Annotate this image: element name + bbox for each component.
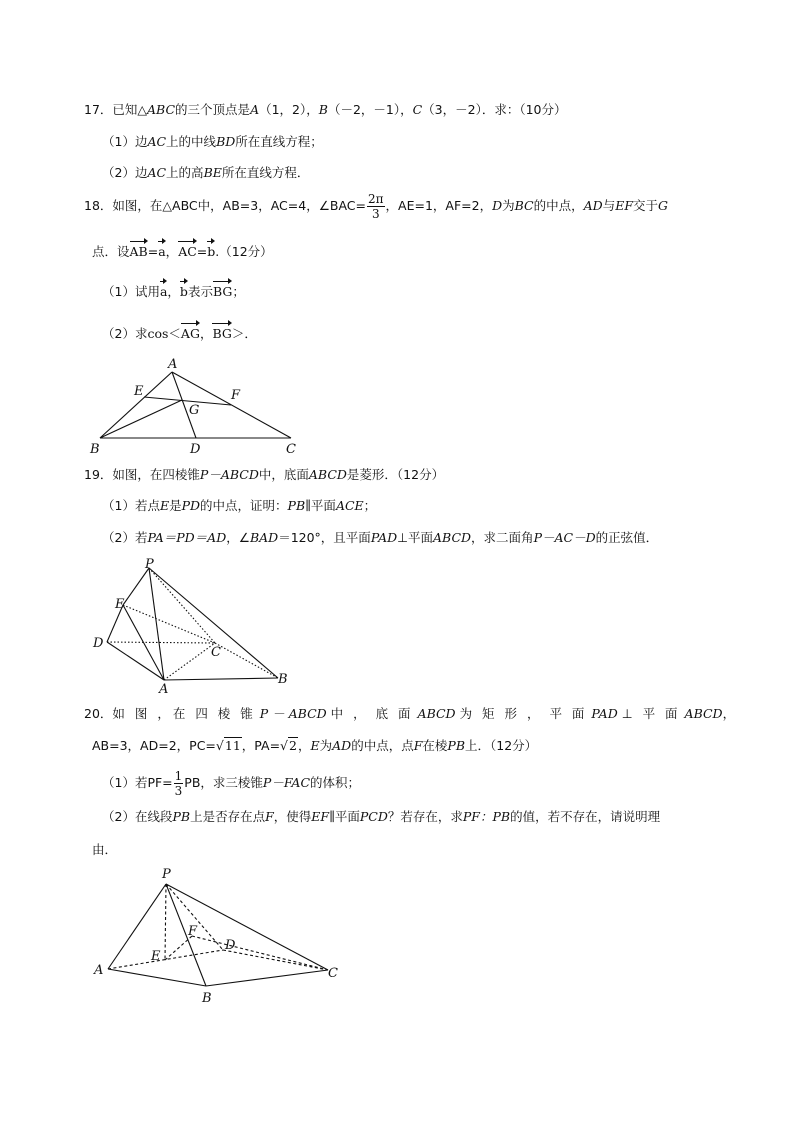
label-e: E [115,597,125,612]
q17-part1: （1）边AC上的中线BD所在直线方程； [102,134,323,149]
q20-pyramid-figure [88,862,348,1012]
q17-part2: （2）边AC上的高BE所在直线方程． [102,165,310,180]
edge-pb [149,568,278,678]
label-c: C [286,442,296,457]
q18-triangle-figure [88,352,308,460]
segment-ef [144,397,231,405]
edge-dc [107,642,215,643]
label-p: P [145,557,154,572]
q19-part1: （1）若点E是PD的中点，证明：PB∥平面ACE； [102,498,377,513]
label-e: E [151,949,161,964]
fraction-2pi-3: $\frac{2\pi}{3}$ [368,192,384,221]
edge-dc [223,950,328,970]
label-a: A [159,682,169,696]
edge-pd [166,884,223,950]
label-d: D [225,938,236,953]
q19-part2: （2）若PA＝PD＝AD，∠BAD＝120°，且平面PAD⊥平面ABCD，求二面角P－AC－D的正弦值． [102,530,659,545]
edge-cb [215,643,278,678]
segment-fc [192,936,328,970]
label-b: B [90,442,100,457]
edge-ab [100,372,172,438]
edge-bc [206,970,328,986]
q18-setup: 点．设AB=a，AC=b.（12分） [92,244,273,259]
q20-stem: 20．如 图 ，在 四 棱 锥 P － ABCD 中 ， 底 面 ABCD 为 矩 形 ， 平 面 PAD ⊥ 平 面 ABCD， [84,706,736,721]
label-p: P [162,867,171,882]
q17-stem: 17．已知△ABC的三个顶点是A（1，2），B（－2，－1），C（3，－2）．求：（10分） [84,102,567,117]
edge-da [107,642,164,680]
q20-given: AB=3，AD=2，PC=√11，PA=√2，E为AD的中点，点F在棱PB上．（12分） [92,738,538,753]
segment-pe [165,884,166,960]
q18-part2: （2）求cos＜AG，BG＞． [102,326,257,341]
label-g: G [189,403,200,418]
segment-ec [123,605,215,643]
fraction-1-3: $\frac{1}{3}$ [174,769,183,798]
edge-ab [108,969,206,986]
segment-ac [164,643,215,680]
segment-bg [100,400,182,438]
edge-pe [123,568,149,605]
q20-part2-cont: 由． [92,842,118,857]
q20-part1: （1）若PF= $\frac{1}{3}$ PB，求三棱锥P－FAC的体积； [102,769,361,798]
label-b: B [202,991,212,1006]
edge-pb [166,884,206,986]
label-d: D [93,636,104,651]
label-c: C [328,966,338,981]
sqrt-11: √11 [215,738,241,753]
label-b: B [278,672,288,687]
q19-pyramid-figure [88,556,298,696]
edge-pc [149,568,215,643]
label-e: E [134,384,144,399]
q18-part1: （1）试用a，b表示BG； [102,284,245,299]
edge-pa [149,568,164,680]
label-d: D [190,442,201,457]
label-f: F [231,388,241,403]
label-a: A [94,963,104,978]
label-f: F [188,924,198,939]
q19-stem: 19．如图，在四棱锥P－ABCD中，底面ABCD是菱形．（12分） [84,467,445,482]
edge-ab [164,678,278,680]
label-c: C [211,645,221,660]
label-a: A [168,357,178,372]
q18-stem: 18．如图，在△ABC中，AB=3，AC=4，∠BAC= $\frac{2\pi}{3}$ ，AE=1，AF=2，D为BC的中点，AD与EF交于G [84,192,669,221]
sqrt-2: √2 [280,738,297,753]
q20-part2: （2）在线段PB上是否存在点F，使得EF∥平面PCD？若存在，求PF：PB的值，若不存在，请说明理 [102,809,661,824]
